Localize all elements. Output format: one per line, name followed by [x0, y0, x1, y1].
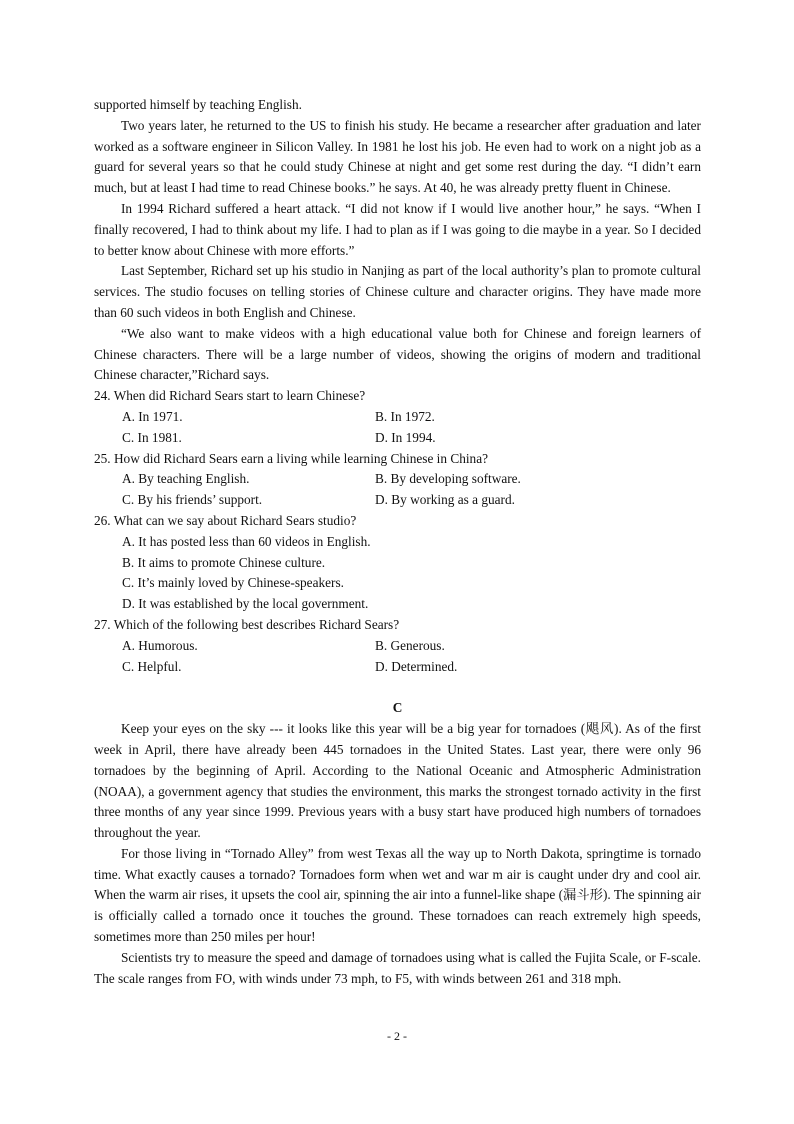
question-25-option-b: B. By developing software. [375, 471, 521, 487]
question-25-option-a: A. By teaching English. [122, 471, 250, 487]
question-27-option-a: A. Humorous. [122, 637, 198, 653]
question-27-option-c: C. Helpful. [122, 658, 182, 674]
passage-b-paragraph-3: Last September, Richard set up his studio in Nanjing as part of the local authority’s plan to promote cultural services. The studio focuses on telling stories of Chinese culture and character origins. They have made more than 60 such videos in both English and Chinese. [94, 263, 701, 320]
question-24-option-a: A. In 1971. [122, 408, 183, 424]
question-27-stem: 27. Which of the following best describes Richard Sears? [94, 616, 400, 632]
question-25-option-c: C. By his friends’ support. [122, 492, 263, 508]
document-page [94, 95, 701, 989]
question-24-option-c: C. In 1981. [122, 429, 182, 445]
page-number: - 2 - [387, 1029, 407, 1043]
question-25 [94, 449, 701, 511]
passage-b-paragraph-0: supported himself by teaching English. [94, 97, 302, 112]
question-26 [94, 511, 701, 615]
section-c-paragraph-3: Scientists try to measure the speed and damage of tornadoes using what is called the Fujita Scale, or F-scale. The scale ranges from FO, with winds under 73 mph, to F5, with winds between 261 and 318 mph. [94, 949, 701, 986]
question-26-option-a: A. It has posted less than 60 videos in English. [122, 533, 371, 549]
question-26-option-c: C. It’s mainly loved by Chinese-speakers. [122, 575, 344, 591]
passage-b-paragraph-2: In 1994 Richard suffered a heart attack. “I did not know if I would live another hour,” he says. “When I finally recovered, I had to think about my life. I had to plan as if I was going to die maybe in a year. So I decided to better know about Chinese with more efforts.” [94, 200, 701, 258]
question-27-option-b: B. Generous. [375, 637, 445, 653]
section-c-heading: C [392, 700, 403, 716]
passage-b-paragraph-1: Two years later, he returned to the US to finish his study. He became a researcher after graduation and later worked as a software engineer in Silicon Valley. In 1981 he lost his job. He even had to work on a night job as a guard for several years so that he could study Chinese at night and get some rest during the day. “I didn’t earn much, but at least I had time to read Chinese books.” he says. At 40, he was already pretty fluent in Chinese. [94, 117, 701, 196]
question-24 [94, 386, 701, 448]
question-24-option-b: B. In 1972. [375, 408, 435, 424]
section-c-paragraph-1: Keep your eyes on the sky --- it looks like this year will be a big year for tornadoes (飓风). As of the first week in April, there have already been 445 tornadoes in the United States. Last year, there were only 96 tornadoes by the beginning of April. According to the National Oceanic and Atmospheric Administration (NOAA), a government agency that studies the environment, this marks the strongest tornado activity in the first three months of any year since 1999. Previous years with a busy start have produced high numbers of tornadoes throughout the year. [94, 721, 701, 841]
question-25-option-d: D. By working as a guard. [375, 492, 515, 508]
question-27-option-d: D. Determined. [375, 658, 458, 674]
passage-b-paragraph-4: “We also want to make videos with a high educational value both for Chinese and foreign learners of Chinese characters. There will be a large number of videos, showing the origins of modern and traditional Chinese character,”Richard says. [94, 325, 701, 383]
question-26-option-d: D. It was established by the local government. [122, 596, 369, 612]
section-c-paragraph-2: For those living in “Tornado Alley” from west Texas all the way up to North Dakota, springtime is tornado time. What exactly causes a tornado? Tornadoes form when wet and war m air is caught under dry and cool air. When the warm air rises, it upsets the cool air, spinning the air into a funnel-like shape (漏斗形). The spinning air is officially called a tornado once it touches the ground. These tornadoes can reach extremely high speeds, sometimes more than 250 miles per hour! [94, 845, 701, 945]
question-27 [94, 615, 701, 677]
question-26-stem: 26. What can we say about Richard Sears studio? [94, 512, 357, 528]
question-24-option-d: D. In 1994. [375, 429, 436, 445]
question-26-option-b: B. It aims to promote Chinese culture. [122, 554, 326, 570]
question-25-stem: 25. How did Richard Sears earn a living while learning Chinese in China? [94, 450, 489, 466]
question-24-stem: 24. When did Richard Sears start to learn Chinese? [94, 388, 366, 404]
